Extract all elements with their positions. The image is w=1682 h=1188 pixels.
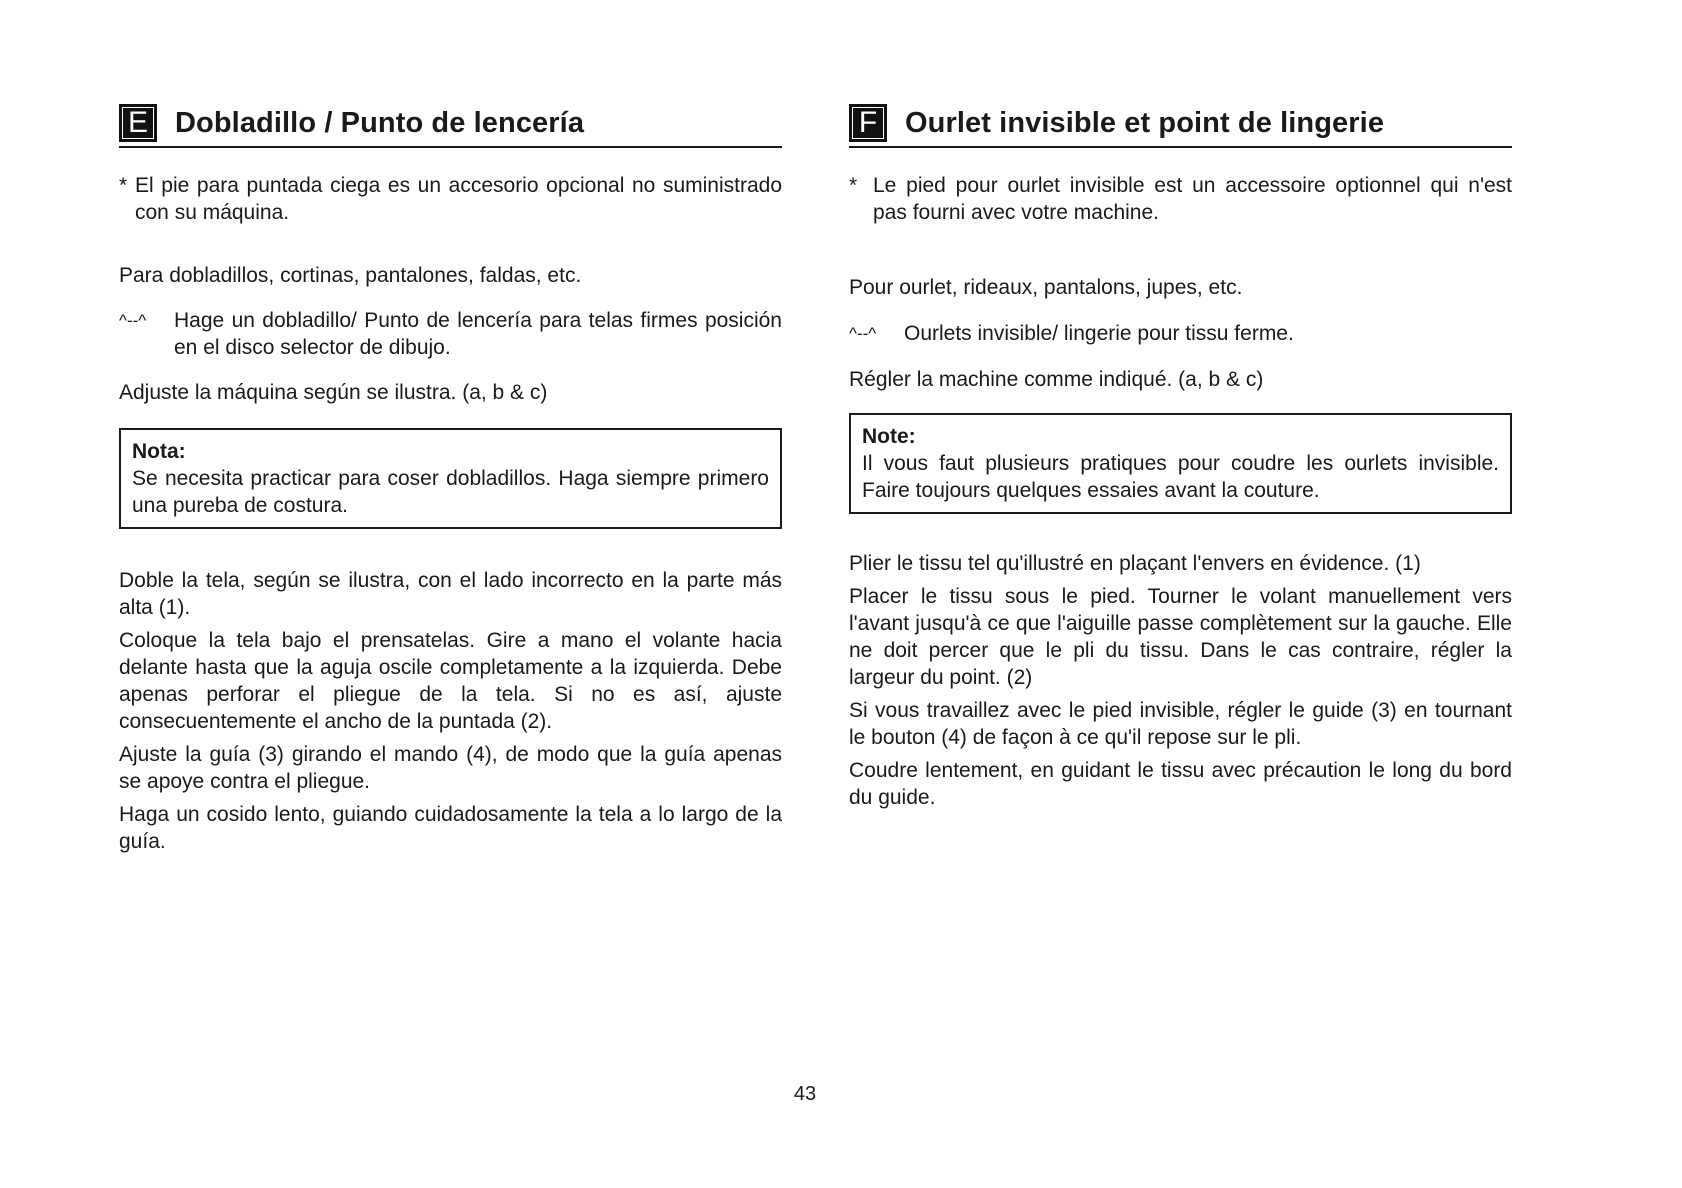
section-header-es	[119, 102, 782, 148]
optional-accessory-note-fr	[849, 172, 1512, 226]
page-number: 43	[793, 1083, 817, 1105]
optional-accessory-text-es: El pie para puntada ciega es un accesorio opcional no suministrado con su máquina.	[135, 174, 782, 224]
section-title-fr: Ourlet invisible et point de lingerie	[905, 106, 1385, 139]
note-title-es: Nota:	[132, 440, 186, 463]
stitch-symbol-line-es	[119, 307, 782, 361]
note-body-es: Se necesita practicar para coser dobladillos. Haga siempre primero una pureba de costura.	[132, 467, 769, 517]
stitch-symbol-text-es: Hage un dobladillo/ Punto de lencería para telas firmes posición en el disco selector de dibujo.	[174, 309, 782, 359]
stitch-symbol-line-fr	[849, 320, 1512, 347]
step-paragraph: Haga un cosido lento, guiando cuidadosamente la tela a lo largo de la guía.	[119, 803, 782, 853]
blind-stitch-symbol-icon: ^--^	[119, 311, 147, 330]
uses-text-es: Para dobladillos, cortinas, pantalones, faldas, etc.	[119, 264, 582, 287]
section-header-fr	[849, 102, 1512, 148]
step-paragraph: Si vous travaillez avec le pied invisible, régler le guide (3) en tournant le bouton (4) de façon à ce qu'il repose sur le pli.	[849, 699, 1512, 749]
note-box-es	[119, 428, 782, 529]
note-box-fr	[849, 413, 1512, 514]
blind-stitch-symbol-icon: ^--^	[849, 324, 877, 343]
step-paragraph: Plier le tissu tel qu'illustré en plaçant l'envers en évidence. (1)	[849, 552, 1421, 575]
asterisk-mark: *	[119, 174, 128, 197]
step-paragraph: Placer le tissu sous le pied. Tourner le volant manuellement vers l'avant jusqu'à ce que l'aiguille passe complètement sur la gauche. Elle ne doit percer que le pli du tissu. Dans le cas contraire, régler la largeur du point. (2)	[849, 585, 1512, 689]
spanish-column	[119, 102, 782, 855]
french-column	[849, 102, 1512, 811]
step-paragraph: Doble la tela, según se ilustra, con el lado incorrecto en la parte más alta (1).	[119, 569, 782, 619]
note-body-fr: Il vous faut plusieurs pratiques pour coudre les ourlets invisible. Faire toujours quelques essaies avant la couture.	[862, 452, 1499, 502]
optional-accessory-text-fr: Le pied pour ourlet invisible est un accessoire optionnel qui n'est pas fourni avec votre machine.	[873, 174, 1512, 224]
section-badge-es: E	[119, 104, 157, 142]
adjust-text-es: Adjuste la máquina según se ilustra. (a, b & c)	[119, 381, 548, 404]
section-badge-fr: F	[849, 104, 887, 142]
asterisk-mark: *	[849, 174, 858, 197]
note-title-fr: Note:	[862, 425, 916, 448]
uses-text-fr: Pour ourlet, rideaux, pantalons, jupes, etc.	[849, 276, 1243, 299]
adjust-text-fr: Régler la machine comme indiqué. (a, b & c)	[849, 368, 1264, 391]
step-paragraph: Coudre lentement, en guidant le tissu avec précaution le long du bord du guide.	[849, 759, 1512, 809]
stitch-symbol-text-fr: Ourlets invisible/ lingerie pour tissu ferme.	[904, 322, 1294, 345]
section-title-es: Dobladillo / Punto de lencería	[175, 106, 585, 139]
optional-accessory-note-es	[119, 172, 782, 226]
step-paragraph: Ajuste la guía (3) girando el mando (4), de modo que la guía apenas se apoye contra el pliegue.	[119, 743, 782, 793]
step-paragraph: Coloque la tela bajo el prensatelas. Gire a mano el volante hacia delante hasta que la aguja oscile completamente a la izquierda. Debe apenas perforar el pliegue de la tela. Si no es así, ajuste consecuentemente el ancho de la puntada (2).	[119, 629, 782, 733]
